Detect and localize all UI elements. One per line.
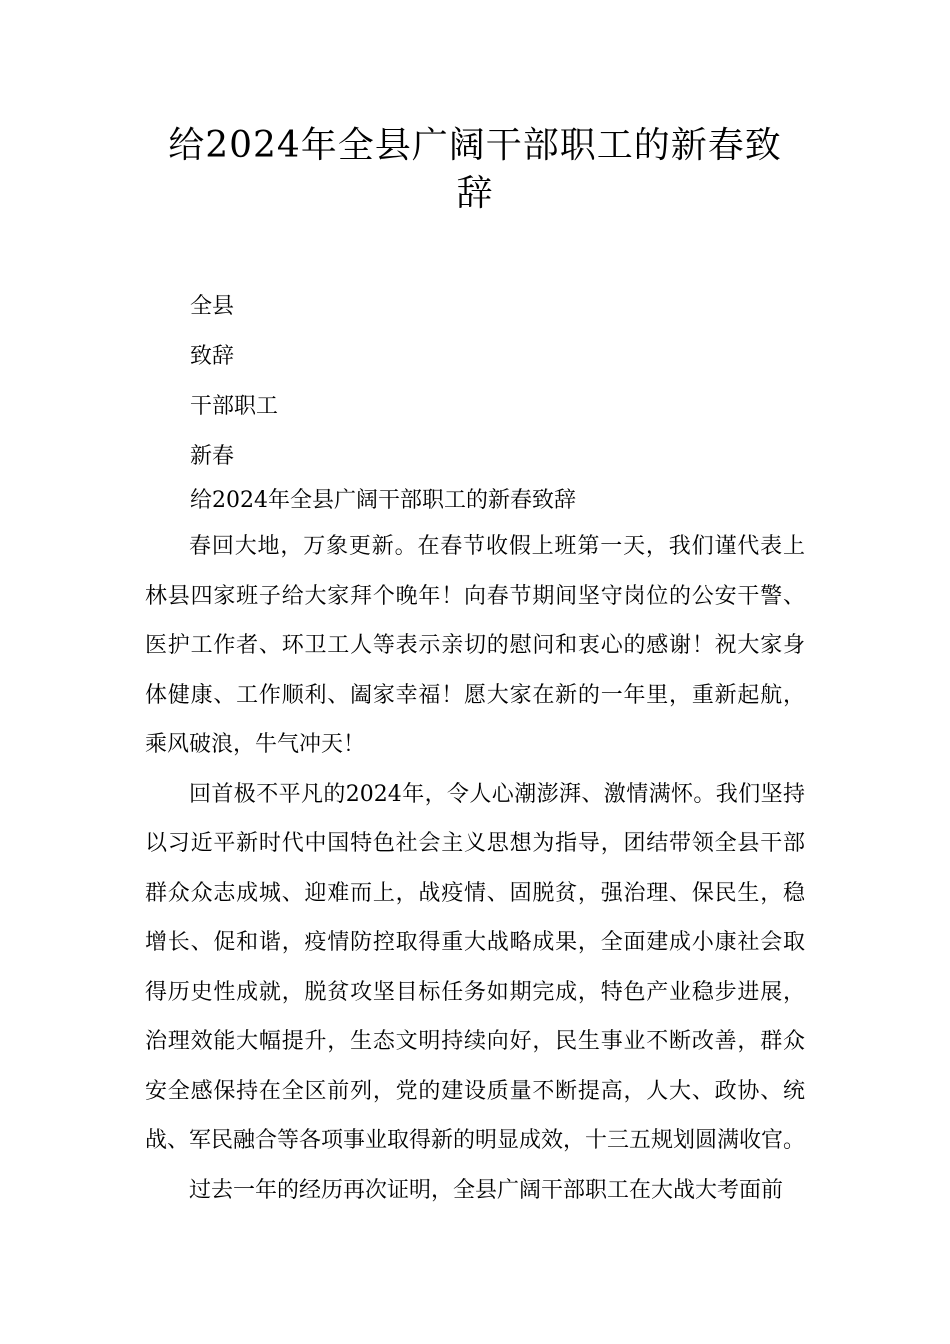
paragraph-line: 安全感保持在全区前列，党的建设质量不断提高，人大、政协、统 xyxy=(145,1078,805,1104)
document-title xyxy=(150,122,800,218)
title-line-2: 辞 xyxy=(456,173,494,214)
title-line-1: 给2024年全县广阔干部职工的新春致 xyxy=(168,125,782,166)
paragraph-line: 以习近平新时代中国特色社会主义思想为指导，团结带领全县干部 xyxy=(145,831,805,856)
paragraph-line: 乘风破浪，牛气冲天！ xyxy=(145,732,366,757)
keyword-item: 全县 xyxy=(190,294,235,319)
paragraph-line: 群众众志成城、迎难而上，战疫情、固脱贫，强治理、保民生，稳 xyxy=(145,880,805,906)
paragraph-3 xyxy=(145,1166,805,1216)
paragraph-line: 增长、促和谐，疫情防控取得重大战略成果，全面建成小康社会取 xyxy=(145,930,805,955)
paragraph-line: 过去一年的经历再次证明，全县广阔干部职工在大战大考面前 xyxy=(189,1177,784,1203)
paragraph-line: 林县四家班子给大家拜个晚年！向春节期间坚守岗位的公安干警、 xyxy=(145,583,805,609)
keyword-item: 干部职工 xyxy=(190,394,279,419)
document-body xyxy=(145,479,805,1215)
paragraph-line: 回首极不平凡的2024年，令人心潮澎湃、激情满怀。我们坚持 xyxy=(189,781,805,807)
paragraph-2 xyxy=(145,770,805,1166)
keyword-list xyxy=(190,282,278,482)
paragraph-line: 春回大地，万象更新。在春节收假上班第一天，我们谨代表上 xyxy=(189,534,805,559)
keyword-item: 致辞 xyxy=(190,344,235,369)
paragraph-line: 战、军民融合等各项事业取得新的明显成效，十三五规划圆满收官。 xyxy=(145,1128,806,1153)
paragraph-line: 治理效能大幅提升，生态文明持续向好，民生事业不断改善，群众 xyxy=(145,1029,805,1054)
paragraph-line: 医护工作者、环卫工人等表示亲切的慰问和衷心的感谢！祝大家身 xyxy=(145,633,805,658)
paragraph-line: 体健康、工作顺利、阖家幸福！愿大家在新的一年里，重新起航， xyxy=(145,682,805,708)
paragraph-line: 得历史性成就，脱贫攻坚目标任务如期完成，特色产业稳步进展， xyxy=(145,979,805,1005)
keyword-item: 新春 xyxy=(190,444,235,469)
document-subtitle: 给2024年全县广阔干部职工的新春致辞 xyxy=(190,488,576,513)
paragraph-1 xyxy=(145,522,805,770)
